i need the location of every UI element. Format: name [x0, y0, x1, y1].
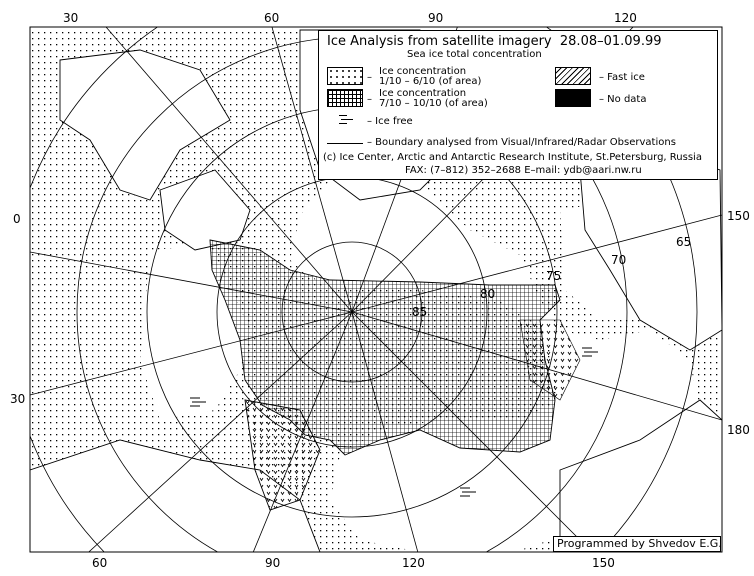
lat-label-85: 85 [412, 305, 428, 319]
legend-title: Ice Analysis from satellite imagery 28.08–01.09.99 [327, 34, 662, 49]
legend-credit: (c) Ice Center, Arctic and Antarctic Research Institute, St.Petersburg, Russia [323, 152, 702, 163]
legend-boundary: – Boundary analysed from Visual/Infrared/Radar Observations [367, 137, 676, 148]
top-label-30: 30 [63, 11, 79, 25]
swatch-low-concentration [327, 67, 363, 85]
top-label-60: 60 [264, 11, 280, 25]
swatch-no-data [555, 89, 591, 107]
legend-fast-ice: – Fast ice [599, 72, 645, 83]
right-label-180: 180 [727, 423, 750, 437]
bottom-label-150: 150 [592, 556, 615, 570]
left-label-0: 0 [13, 212, 21, 226]
left-label-30: 30 [10, 392, 26, 406]
bottom-label-60: 60 [92, 556, 108, 570]
swatch-fast-ice [555, 67, 591, 85]
swatch-ice-free [339, 115, 355, 125]
lat-label-70: 70 [611, 253, 627, 267]
legend-panel [318, 30, 718, 180]
lat-label-80: 80 [480, 287, 496, 301]
swatch-high-concentration [327, 89, 363, 107]
legend-subtitle: Sea ice total concentration [407, 49, 542, 60]
legend-contact: FAX: (7–812) 352–2688 E–mail: ydb@aari.nw.ru [405, 165, 642, 176]
right-label-150: 150 [727, 209, 750, 223]
legend-high-conc-line1: Ice concentration [379, 88, 467, 99]
legend-low-conc-line1: Ice concentration [379, 66, 467, 77]
lat-label-65: 65 [676, 235, 692, 249]
lat-label-75: 75 [546, 269, 562, 283]
swatch-boundary-line [327, 143, 363, 144]
legend-period: 28.08–01.09.99 [559, 34, 662, 49]
legend-low-dash: – [367, 72, 372, 83]
bottom-label-120: 120 [402, 556, 425, 570]
programmed-by-label: Programmed by Shvedov E.G. [553, 536, 721, 552]
top-label-120: 120 [614, 11, 637, 25]
legend-no-data: – No data [599, 94, 647, 105]
bottom-label-90: 90 [265, 556, 281, 570]
legend-high-dash: – [367, 94, 372, 105]
legend-low-conc-line2: 1/10 – 6/10 (of area) [379, 76, 482, 87]
legend-high-conc-line2: 7/10 – 10/10 (of area) [379, 98, 488, 109]
legend-ice-free: – Ice free [367, 116, 413, 127]
top-label-90: 90 [428, 11, 444, 25]
